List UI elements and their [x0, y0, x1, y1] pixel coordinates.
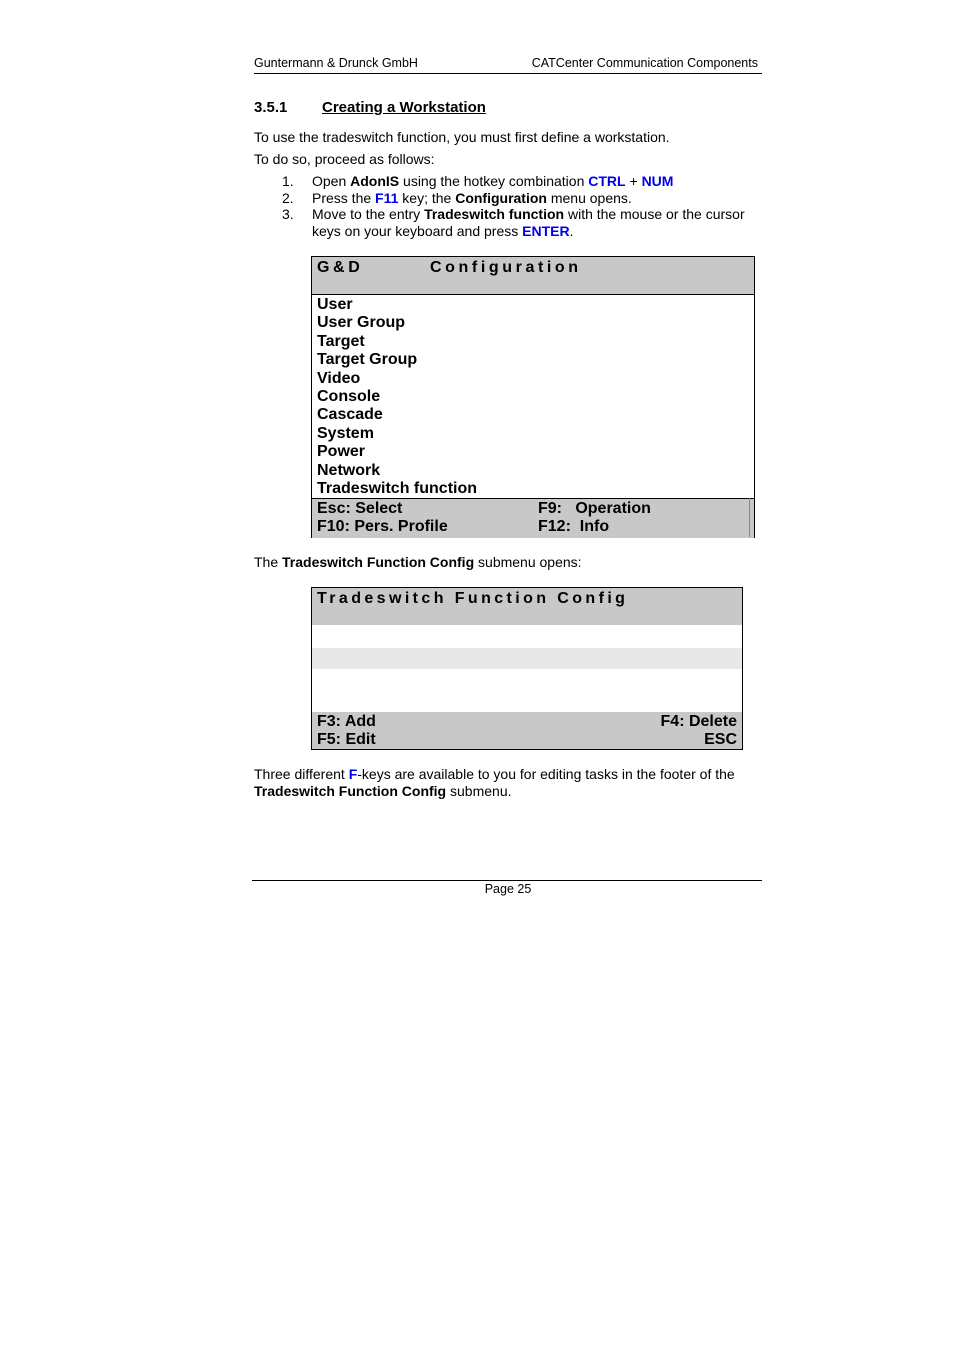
hotkey-f11: F11 [375, 189, 399, 206]
outro-text: Three different [254, 766, 349, 782]
config-title-bar [312, 257, 754, 295]
hotkey-num: NUM [641, 173, 674, 189]
step-bold: Configuration [455, 189, 547, 206]
step-bold: Tradeswitch function [424, 206, 565, 222]
footer-divider [749, 498, 750, 537]
page-number: Page 25 [484, 882, 532, 896]
page-header [254, 56, 762, 74]
footer-f3-add: F3: Add [317, 713, 376, 730]
menu-item-user[interactable]: User [317, 296, 353, 313]
config-footer [312, 498, 754, 538]
step-text: menu opens. [546, 189, 632, 206]
menu-item-power[interactable]: Power [317, 443, 366, 461]
footer-f9-operation: F9: Operation [538, 500, 651, 517]
tsf-list-row[interactable] [312, 648, 742, 669]
step-number: 2. [282, 189, 294, 206]
intro-line-1: To use the tradeswitch function, you must first define a workstation. [254, 129, 670, 145]
step-text: with the mouse or the cursor keys on your keyboard and press [312, 206, 745, 239]
tsf-footer [312, 712, 742, 749]
section-heading [254, 99, 486, 116]
footer-f5-edit: F5: Edit [317, 731, 376, 748]
menu-item-network[interactable]: Network [317, 461, 381, 479]
outro-text: -keys are available to you for editing tasks in the footer of the [357, 766, 735, 782]
tsf-footer-right [661, 713, 737, 749]
footer-esc: ESC [704, 731, 737, 748]
configuration-screen [311, 256, 755, 538]
tsf-title: Tradeswitch Function Config [317, 590, 629, 607]
header-product: CATCenter Communication Components [531, 56, 758, 70]
step-text: using the hotkey combination [399, 173, 589, 189]
step-1 [282, 173, 762, 190]
tsf-title-bar [312, 588, 742, 625]
step-2 [282, 190, 762, 207]
footer-rule [252, 880, 762, 881]
menu-item-target-group[interactable]: Target Group [317, 351, 418, 369]
tradeswitch-config-screen [311, 587, 743, 750]
outro-paragraph [254, 766, 762, 800]
step-text: . [569, 222, 574, 239]
section-number: 3.5.1 [254, 99, 288, 116]
intro-line-2: To do so, proceed as follows: [254, 151, 435, 167]
menu-item-target[interactable]: Target [317, 332, 365, 350]
steps-list [282, 173, 762, 239]
note-bold: Tradeswitch Function Config [282, 554, 475, 570]
hotkey-enter: ENTER [522, 222, 570, 239]
footer-f10-profile: F10: Pers. Profile [317, 518, 448, 535]
submenu-note [254, 554, 582, 571]
menu-item-cascade[interactable]: Cascade [317, 406, 383, 424]
menu-item-system[interactable]: System [317, 424, 374, 442]
step-bold: AdonIS [350, 173, 400, 189]
step-text: + [625, 173, 642, 189]
step-text: Open [312, 173, 351, 189]
outro-bold: Tradeswitch Function Config [254, 783, 447, 799]
section-title: Creating a Workstation [322, 99, 486, 116]
config-title: Configuration [430, 259, 582, 276]
step-number: 3. [282, 206, 294, 222]
note-text: submenu opens: [474, 554, 582, 570]
menu-item-tradeswitch[interactable]: Tradeswitch function [317, 480, 478, 498]
config-menu [317, 296, 477, 498]
menu-item-video[interactable]: Video [317, 369, 361, 387]
step-number: 1. [282, 173, 294, 189]
tsf-footer-left [317, 713, 376, 749]
footer-left [317, 500, 448, 536]
footer-f4-delete: F4: Delete [660, 713, 737, 730]
step-text: key; the [398, 189, 456, 206]
hotkey-ctrl: CTRL [588, 173, 626, 189]
step-3 [282, 206, 762, 239]
step-text: Move to the entry [312, 206, 425, 222]
footer-esc-select: Esc: Select [317, 500, 403, 517]
header-company: Guntermann & Drunck GmbH [254, 56, 418, 70]
menu-item-console[interactable]: Console [317, 388, 381, 406]
footer-f12-info: F12: Info [538, 518, 610, 535]
step-text: Press the [312, 189, 376, 206]
footer-right [538, 500, 651, 536]
brand-label: G&D [317, 259, 364, 276]
outro-f-key: F [348, 766, 358, 782]
menu-item-user-group[interactable]: User Group [317, 314, 406, 332]
note-text: The [254, 554, 283, 570]
outro-text: submenu. [446, 783, 512, 799]
